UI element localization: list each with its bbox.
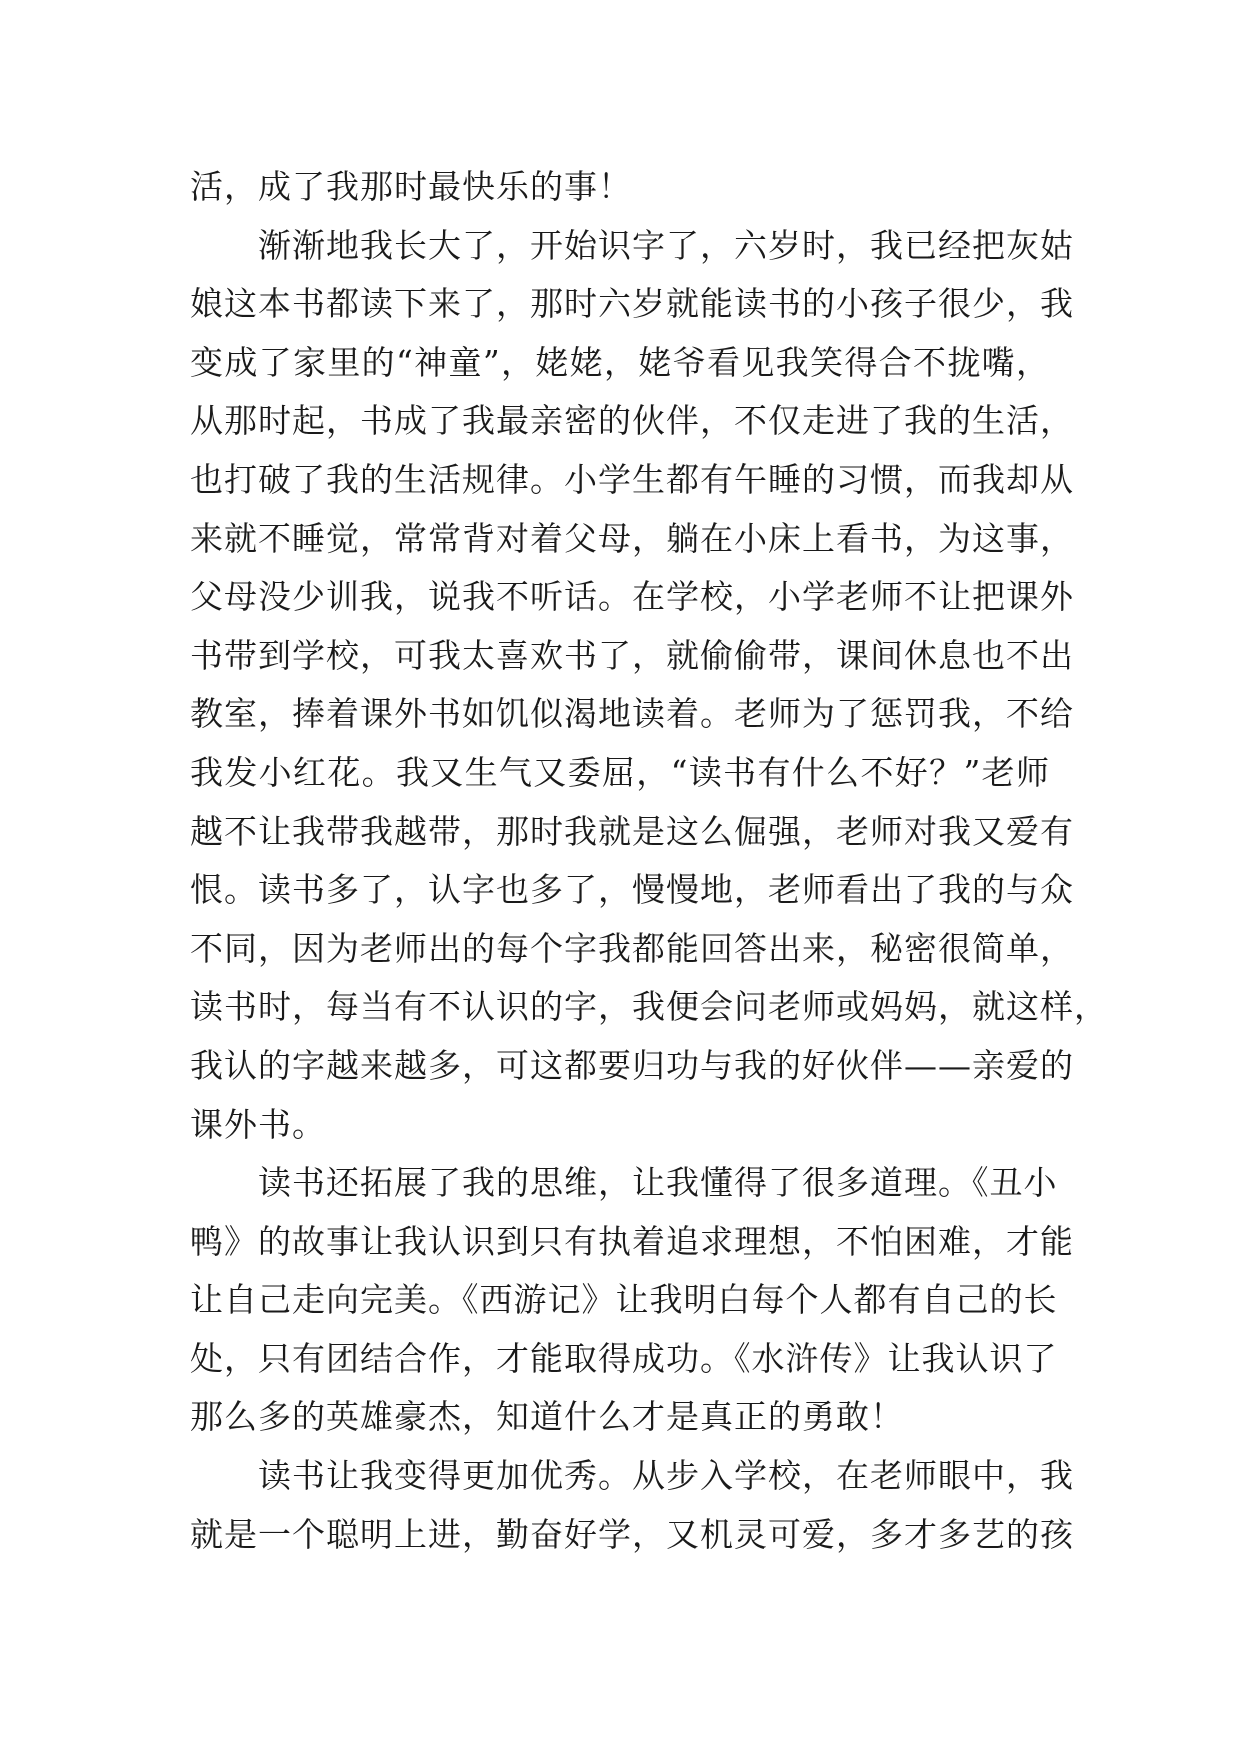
- paragraph: [190, 1447, 1074, 1564]
- text-line: 渐渐地我长大了，开始识字了，六岁时，我已经把灰姑: [258, 225, 1074, 265]
- text-line: 读书时，每当有不认识的字，我便会问老师或妈妈，就这样，: [190, 987, 1108, 1027]
- text-line: 来就不睡觉，常常背对着父母，躺在小床上看书，为这事，: [190, 518, 1074, 558]
- text-line: 处，只有团结合作，才能取得成功。《水浒传》让我认识了: [190, 1338, 1058, 1378]
- document-body: [190, 158, 1108, 1564]
- text-line: 越不让我带我越带，那时我就是这么倔强，老师对我又爱有: [190, 811, 1074, 851]
- text-line: 恨。读书多了，认字也多了，慢慢地，老师看出了我的与众: [190, 870, 1074, 910]
- text-line: 变成了家里的“神童”，姥姥，姥爷看见我笑得合不拢嘴，: [190, 342, 1050, 382]
- text-line: 不同，因为老师出的每个字我都能回答出来，秘密很简单，: [190, 928, 1074, 968]
- paragraph: [190, 1154, 1074, 1447]
- text-line: 读书还拓展了我的思维，让我懂得了很多道理。《丑小: [258, 1163, 1058, 1203]
- text-line: 父母没少训我，说我不听话。在学校，小学老师不让把课外: [190, 577, 1074, 617]
- text-line: 读书让我变得更加优秀。从步入学校，在老师眼中，我: [258, 1456, 1074, 1496]
- text-line: 我认的字越来越多，可这都要归功与我的好伙伴——亲爱的: [190, 1045, 1074, 1085]
- text-line: 课外书。: [190, 1104, 326, 1144]
- text-line: 活，成了我那时最快乐的事！: [190, 167, 632, 206]
- paragraph: [190, 217, 1108, 1155]
- text-line: 也打破了我的生活规律。小学生都有午睡的习惯，而我却从: [190, 459, 1074, 499]
- text-line: 娘这本书都读下来了，那时六岁就能读书的小孩子很少，我: [190, 284, 1074, 324]
- paragraph: [190, 158, 1050, 217]
- text-line: 教室，捧着课外书如饥似渴地读着。老师为了惩罚我，不给: [190, 694, 1074, 734]
- text-line: 我发小红花。我又生气又委屈，“读书有什么不好？”老师: [190, 752, 1050, 792]
- text-line: 让自己走向完美。《西游记》让我明白每个人都有自己的长: [190, 1280, 1058, 1320]
- text-line: 就是一个聪明上进，勤奋好学，又机灵可爱，多才多艺的孩: [190, 1514, 1074, 1554]
- text-line: 鸭》的故事让我认识到只有执着追求理想，不怕困难，才能: [190, 1221, 1074, 1261]
- text-line: 从那时起，书成了我最亲密的伙伴，不仅走进了我的生活，: [190, 401, 1074, 441]
- text-line: 书带到学校，可我太喜欢书了，就偷偷带，课间休息也不出: [190, 635, 1074, 675]
- text-line: 那么多的英雄豪杰，知道什么才是真正的勇敢！: [190, 1397, 904, 1437]
